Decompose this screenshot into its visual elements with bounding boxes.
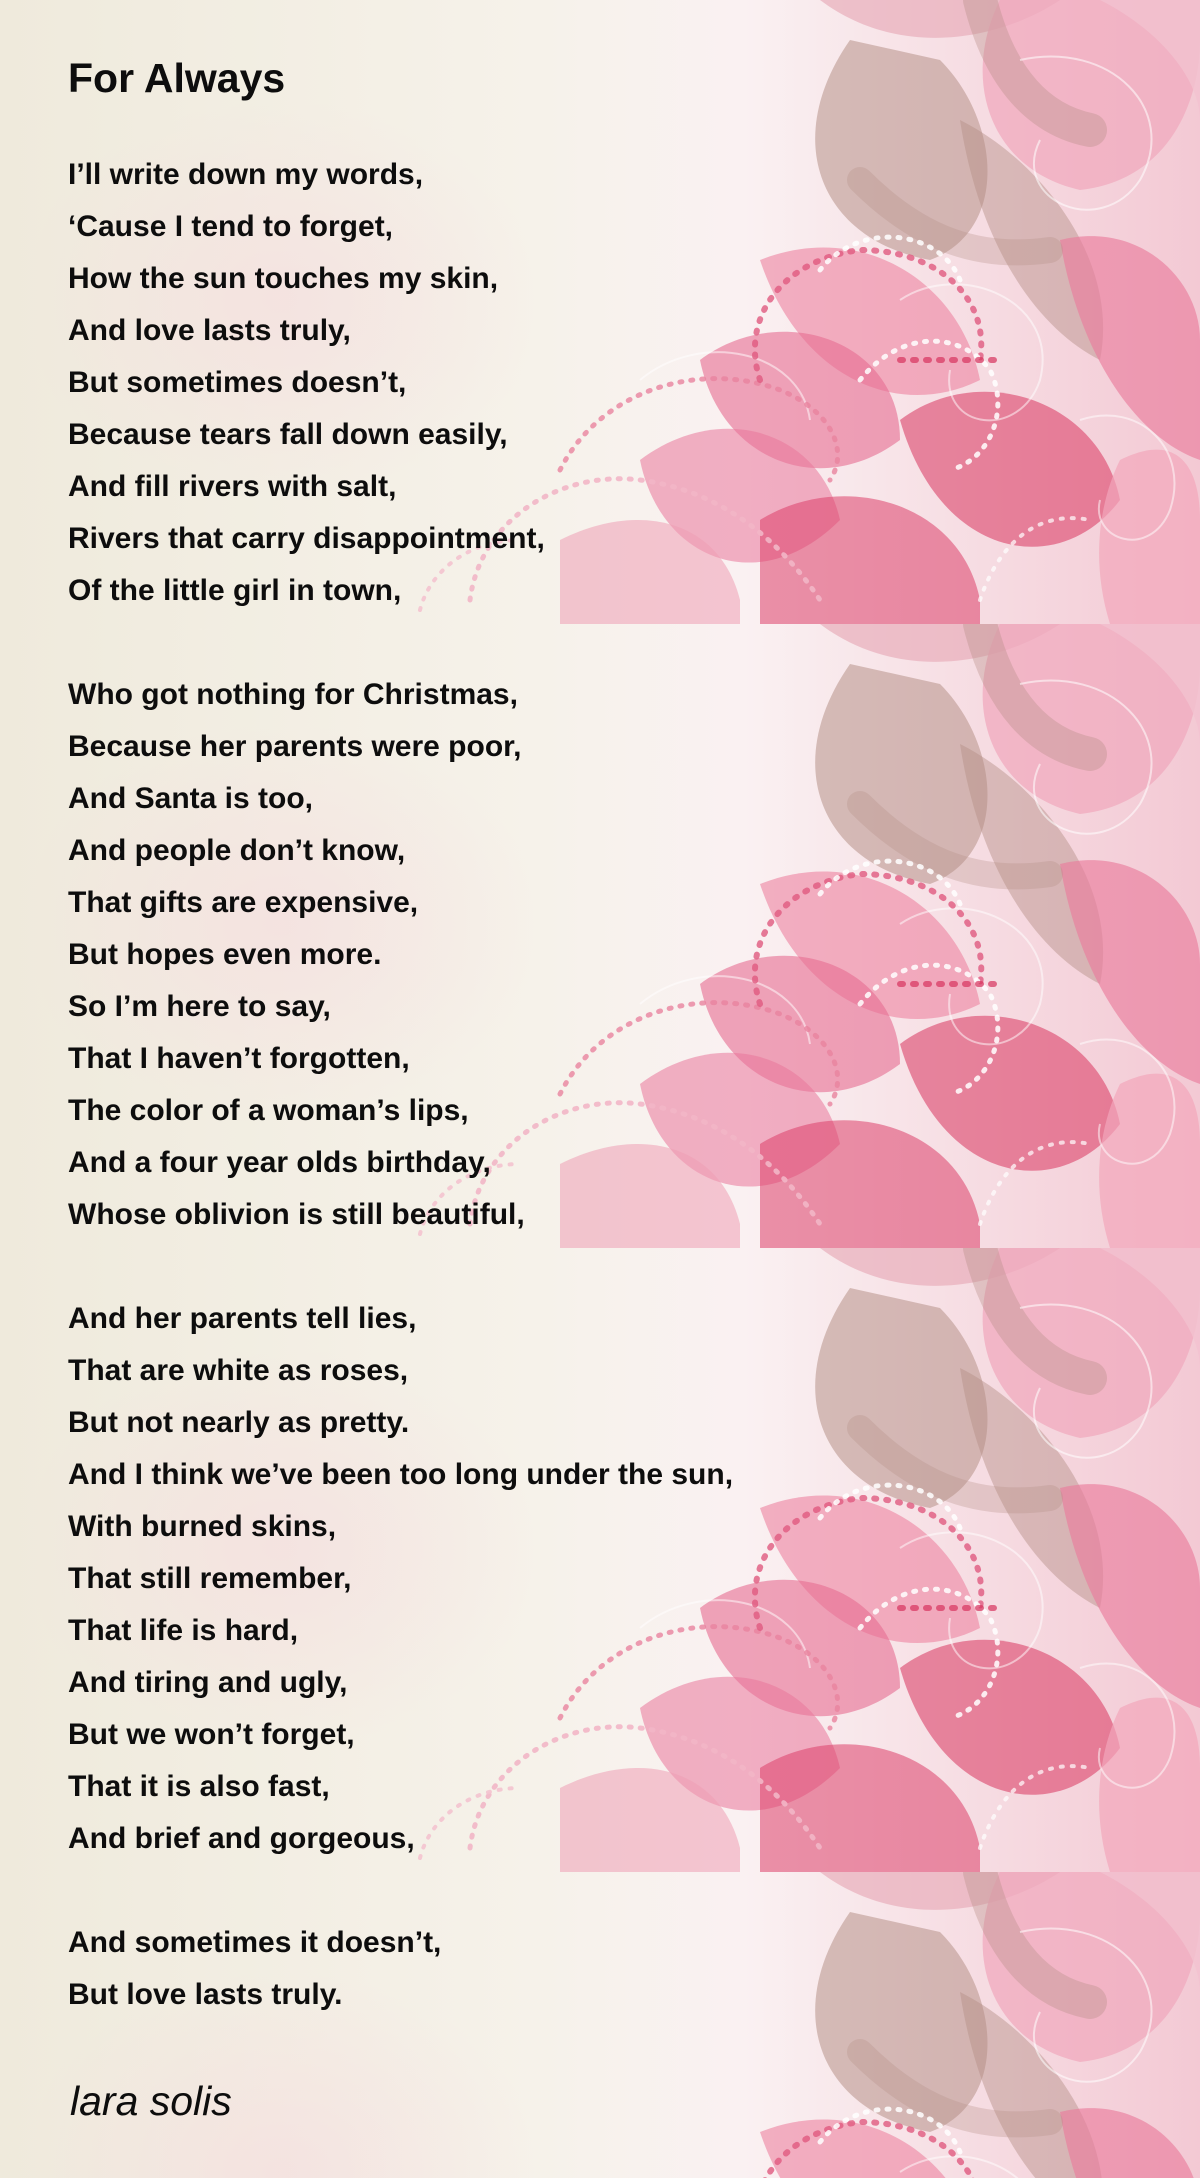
poem-title: For Always (68, 55, 286, 101)
poem-line: And love lasts truly, (68, 314, 351, 347)
poem-line: Rivers that carry disappointment, (68, 522, 545, 555)
poem-line: And fill rivers with salt, (68, 470, 397, 503)
poem-line: And tiring and ugly, (68, 1666, 348, 1699)
poem-line: That I haven’t forgotten, (68, 1042, 410, 1075)
poem-line: That gifts are expensive, (68, 886, 419, 919)
poem-line: But love lasts truly. (68, 1978, 343, 2011)
poem-line: But hopes even more. (68, 938, 382, 971)
poem-line: That are white as roses, (68, 1354, 409, 1387)
poem-line: With burned skins, (68, 1510, 337, 1543)
poem-line: That life is hard, (68, 1614, 299, 1647)
poem-line: The color of a woman’s lips, (68, 1094, 469, 1127)
poem-line: And a four year olds birthday, (68, 1146, 491, 1179)
poem-line: And people don’t know, (68, 834, 406, 867)
poem-line: That still remember, (68, 1562, 352, 1595)
poem-line: And I think we’ve been too long under the sun, (68, 1458, 734, 1491)
poem-line: ‘Cause I tend to forget, (68, 210, 394, 243)
poem-line: How the sun touches my skin, (68, 262, 499, 295)
poem-line: But not nearly as pretty. (68, 1406, 410, 1439)
poem-line: But sometimes doesn’t, (68, 366, 407, 399)
poem-line: Whose oblivion is still beautiful, (68, 1198, 525, 1231)
poem-line: I’ll write down my words, (68, 158, 424, 191)
poem-line: That it is also fast, (68, 1770, 330, 1803)
poem-line: Because tears fall down easily, (68, 418, 508, 451)
poem-line: So I’m here to say, (68, 990, 331, 1023)
poem-line: Of the little girl in town, (68, 574, 402, 607)
poem-line: Who got nothing for Christmas, (68, 678, 518, 711)
poem-line: And her parents tell lies, (68, 1302, 417, 1335)
poem-line: But we won’t forget, (68, 1718, 355, 1751)
poem-line: Because her parents were poor, (68, 730, 522, 763)
poem-line: And Santa is too, (68, 782, 314, 815)
poem-line: And brief and gorgeous, (68, 1822, 415, 1855)
poem-author: lara solis (70, 2078, 232, 2124)
poem-line: And sometimes it doesn’t, (68, 1926, 442, 1959)
